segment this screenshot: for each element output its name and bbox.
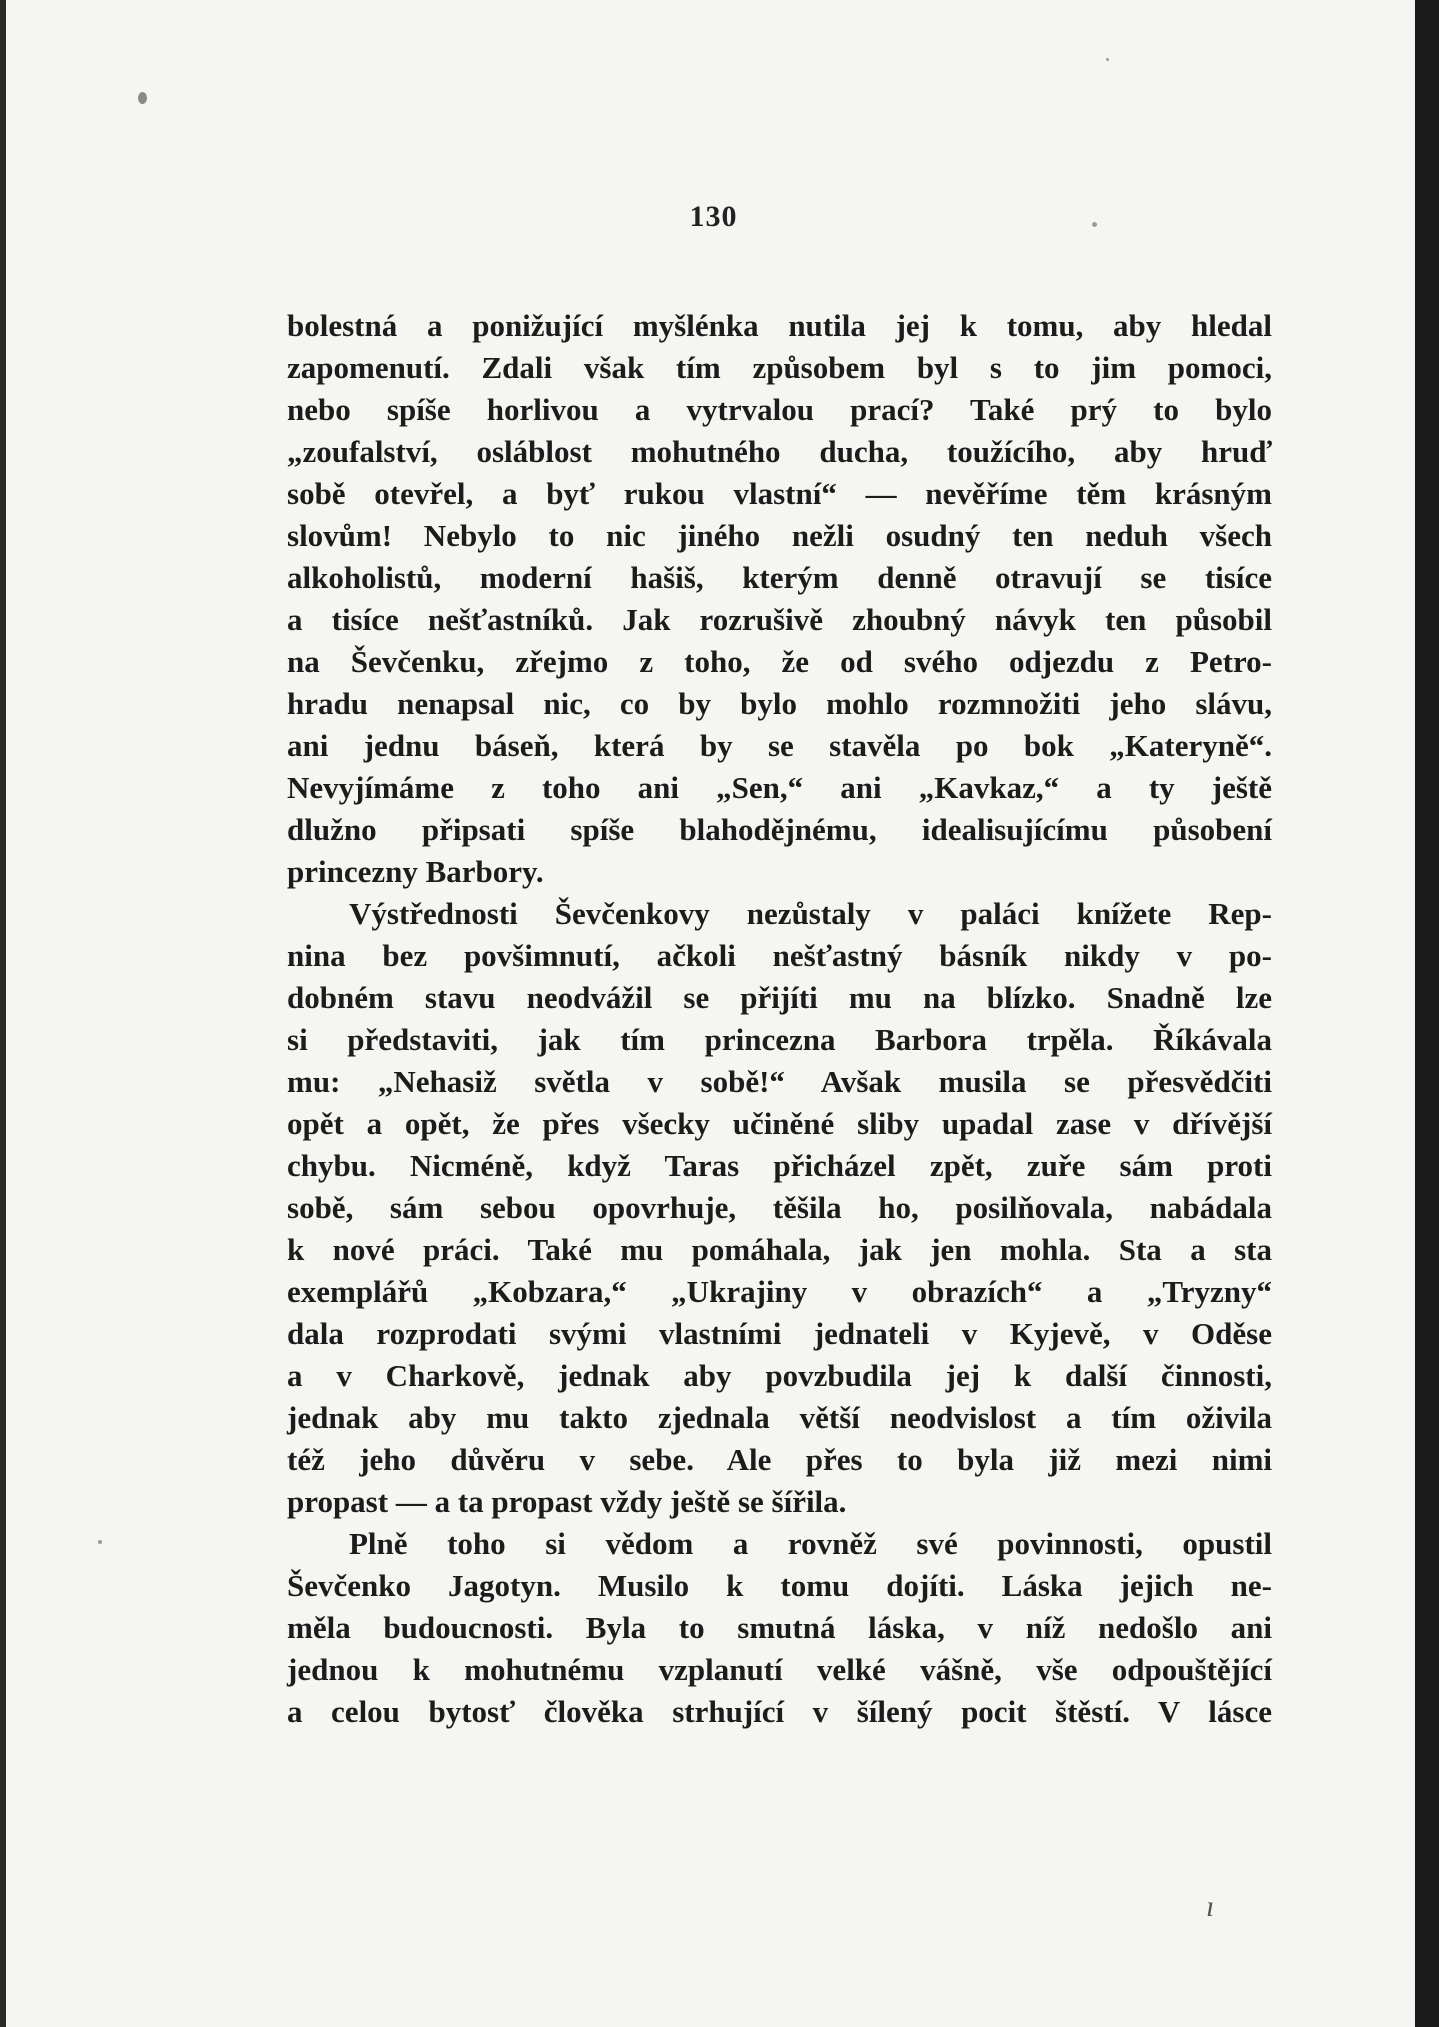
page-number: 130 (689, 200, 738, 233)
paragraph (287, 893, 1272, 1523)
text-line: chybu. Nicméně, když Taras přicházel zpět, zuře sám proti (287, 1148, 1272, 1183)
text-line: a tisíce nešťastníků. Jak rozrušivě zhoubný návyk ten působil (287, 602, 1272, 637)
text-line: nebo spíše horlivou a vytrvalou prací? Také prý to bylo (287, 392, 1272, 427)
text-line: nina bez povšimnutí, ačkoli nešťastný básník nikdy v po- (287, 938, 1272, 973)
text-line: zapomenutí. Zdali však tím způsobem byl s to jim pomoci, (287, 350, 1272, 385)
text-line: „zoufalství, osláblost mohutného ducha, toužícího, aby hruď (287, 434, 1272, 469)
text-line: exemplářů „Kobzara,“ „Ukrajiny v obrazích“ a „Tryzny“ (287, 1274, 1272, 1309)
page-speck (98, 1540, 102, 1544)
text-line: a celou bytosť člověka strhující v šílený pocit štěstí. V lásce (287, 1694, 1272, 1729)
text-line: si představiti, jak tím princezna Barbora trpěla. Říkávala (287, 1022, 1272, 1057)
text-line: opět a opět, že přes všecky učiněné sliby upadal zase v dřívější (287, 1106, 1272, 1141)
paragraph (287, 1523, 1272, 1733)
paragraph (287, 305, 1272, 893)
text-line: Nevyjímáme z toho ani „Sen,“ ani „Kavkaz,“ a ty ještě (287, 770, 1272, 805)
text-line: sobě otevřel, a byť rukou vlastní“ — nevěříme těm krásným (287, 476, 1272, 511)
text-line: dala rozprodati svými vlastními jednateli v Kyjevě, v Oděse (287, 1316, 1272, 1351)
text-line: dlužno připsati spíše blahodějnému, idealisujícímu působení (287, 812, 1272, 847)
text-line: jednou k mohutnému vzplanutí velké vášně, vše odpouštějící (287, 1652, 1272, 1687)
text-line: Ševčenko Jagotyn. Musilo k tomu dojíti. Láska jejich ne- (287, 1568, 1272, 1603)
text-line: mu: „Nehasiž světla v sobě!“ Avšak musila se přesvědčiti (287, 1064, 1272, 1099)
text-line: propast — a ta propast vždy ještě se šířila. (287, 1484, 847, 1519)
page-speck (138, 92, 147, 104)
text-line: princezny Barbory. (287, 854, 544, 889)
text-line: ani jednu báseň, která by se stavěla po bok „Kateryně“. (287, 728, 1272, 763)
text-line: Plně toho si vědom a rovněž své povinnosti, opustil (349, 1526, 1272, 1561)
text-line: též jeho důvěru v sebe. Ale přes to byla již mezi nimi (287, 1442, 1272, 1477)
text-line: na Ševčenku, zřejmo z toho, že od svého odjezdu z Petro- (287, 644, 1272, 679)
text-line: dobném stavu neodvážil se přijíti mu na blízko. Snadně lze (287, 980, 1272, 1015)
text-line: a v Charkově, jednak aby povzbudila jej k další činnosti, (287, 1358, 1272, 1393)
text-line: alkoholistů, moderní hašiš, kterým denně otravují se tisíce (287, 560, 1272, 595)
text-line: k nové práci. Také mu pomáhala, jak jen mohla. Sta a sta (287, 1232, 1272, 1267)
text-line: jednak aby mu takto zjednala větší neodvislost a tím oživila (287, 1400, 1272, 1435)
page-speck (1106, 58, 1109, 61)
body-text (287, 305, 1272, 1733)
text-line: hradu nenapsal nic, co by bylo mohlo rozmnožiti jeho slávu, (287, 686, 1272, 721)
margin-mark: ı (1206, 1890, 1215, 1923)
text-line: slovům! Nebylo to nic jiného nežli osudný ten neduh všech (287, 518, 1272, 553)
text-line: bolestná a ponižující myšlénka nutila jej k tomu, aby hledal (287, 308, 1272, 343)
text-line: Výstřednosti Ševčenkovy nezůstaly v paláci knížete Rep- (349, 896, 1272, 931)
text-line: měla budoucnosti. Byla to smutná láska, v níž nedošlo ani (287, 1610, 1272, 1645)
text-line: sobě, sám sebou opovrhuje, těšila ho, posilňovala, nabádala (287, 1190, 1272, 1225)
